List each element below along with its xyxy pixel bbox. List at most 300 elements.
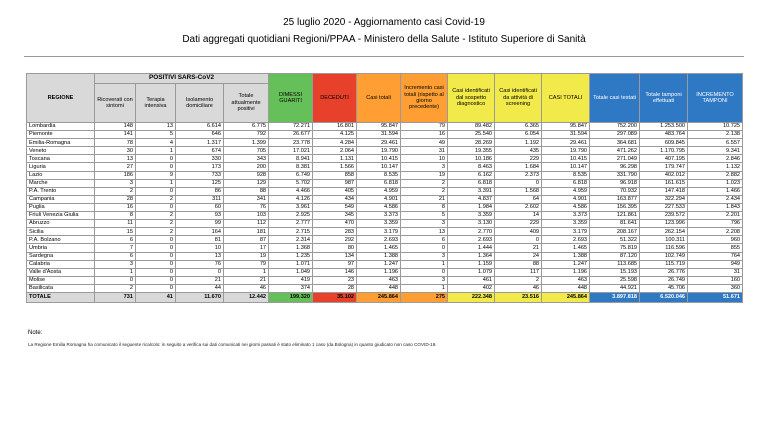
region-name-cell: Veneto	[27, 147, 95, 155]
region-name-cell: P.A. Trento	[27, 187, 95, 195]
table-cell: 2	[95, 284, 136, 292]
table-cell: 435	[495, 147, 542, 155]
table-row	[27, 195, 743, 203]
table-cell: 10.147	[357, 163, 401, 171]
table-cell: 89.482	[448, 123, 495, 131]
table-cell: 200	[224, 163, 269, 171]
table-cell: 6.614	[176, 123, 224, 131]
table-row	[27, 212, 743, 220]
col-header-casi-testati: Totale casi testati	[590, 74, 640, 123]
table-cell: 88	[495, 260, 542, 268]
table-cell: 0	[136, 284, 176, 292]
table-cell: 208.167	[590, 228, 640, 236]
region-name-cell: Liguria	[27, 163, 95, 171]
table-cell: 2.777	[269, 220, 313, 228]
col-header-terapia-intensiva: Terapia intensiva	[136, 84, 176, 123]
table-cell: 419	[269, 276, 313, 284]
table-cell: 10.147	[542, 163, 590, 171]
table-row	[27, 131, 743, 139]
table-cell: 0	[136, 268, 176, 276]
note-text: La Regione Emilia Romagna ha comunicato il seguente ricalcolo: in seguito a verifica sui dati comunicati nei giorni passati è stato eliminato 1 caso (da Bologna) in quanto giudicato non caso COVID-19.	[28, 342, 437, 347]
table-cell: 311	[176, 195, 224, 203]
table-cell: 181	[224, 228, 269, 236]
table-cell: 10.415	[357, 155, 401, 163]
table-cell: 1	[95, 268, 136, 276]
table-cell: 0	[495, 236, 542, 244]
table-cell: 97	[313, 260, 357, 268]
table-row	[27, 147, 743, 155]
table-cell: 0	[136, 276, 176, 284]
table-cell: 3.359	[542, 220, 590, 228]
table-cell: 147.418	[640, 187, 688, 195]
table-cell: 19.790	[542, 147, 590, 155]
col-header-casi-totali-2: CASI TOTALI	[542, 74, 590, 123]
table-cell: 3	[95, 260, 136, 268]
table-cell: 164	[176, 228, 224, 236]
table-cell: 448	[357, 284, 401, 292]
table-cell: 928	[224, 171, 269, 179]
totals-cell: 275	[401, 292, 448, 302]
table-cell: 1.159	[448, 260, 495, 268]
table-cell: 45.706	[640, 284, 688, 292]
table-cell: 29.461	[542, 139, 590, 147]
table-cell: 733	[176, 171, 224, 179]
table-cell: 123.996	[640, 220, 688, 228]
totals-cell: 731	[95, 292, 136, 302]
table-cell: 4.284	[313, 139, 357, 147]
region-name-cell: Lombardia	[27, 123, 95, 131]
totals-cell: 12.442	[224, 292, 269, 302]
table-cell: 239.572	[640, 212, 688, 220]
table-cell: 364.681	[590, 139, 640, 147]
table-cell: 102.749	[640, 252, 688, 260]
table-cell: 3	[401, 252, 448, 260]
table-cell: 3.961	[269, 203, 313, 211]
table-cell: 1.566	[313, 163, 357, 171]
table-cell: 79	[401, 123, 448, 131]
table-cell: 330	[176, 155, 224, 163]
table-cell: 76	[224, 203, 269, 211]
table-cell: 96.298	[590, 163, 640, 171]
table-cell: 2.201	[688, 212, 743, 220]
table-cell: 1	[401, 260, 448, 268]
table-cell: 2.846	[688, 155, 743, 163]
col-header-regione: REGIONE	[27, 74, 95, 123]
table-cell: 44	[176, 284, 224, 292]
page-subtitle: Dati aggregati quotidiani Regioni/PPAA - Ministero della Salute - Istituto Superiore di Sanità	[182, 34, 586, 45]
table-cell: 31	[688, 268, 743, 276]
covid-data-table	[26, 73, 743, 303]
totals-label-cell: TOTALE	[27, 292, 95, 302]
table-cell: 1.132	[688, 163, 743, 171]
totals-cell: 11.670	[176, 292, 224, 302]
table-cell: 10.725	[688, 123, 743, 131]
table-cell: 2.064	[313, 147, 357, 155]
table-cell: 796	[688, 220, 743, 228]
table-row	[27, 187, 743, 195]
region-name-cell: Emilia-Romagna	[27, 139, 95, 147]
table-cell: 31.594	[542, 131, 590, 139]
table-cell: 0	[136, 163, 176, 171]
table-cell: 99	[176, 220, 224, 228]
table-cell: 70.932	[590, 187, 640, 195]
table-row	[27, 260, 743, 268]
table-cell: 19.790	[357, 147, 401, 155]
table-cell: 87.120	[590, 252, 640, 260]
table-cell: 28.269	[448, 139, 495, 147]
table-cell: 2.715	[269, 228, 313, 236]
table-cell: 6.162	[448, 171, 495, 179]
table-cell: 1.196	[542, 268, 590, 276]
table-cell: 173	[176, 163, 224, 171]
table-cell: 858	[313, 171, 357, 179]
table-cell: 15.193	[590, 268, 640, 276]
table-cell: 483.764	[640, 131, 688, 139]
table-cell: 407.195	[640, 155, 688, 163]
table-cell: 1.843	[688, 203, 743, 211]
table-cell: 374	[269, 284, 313, 292]
table-cell: 3.373	[357, 212, 401, 220]
col-header-dimessi-guariti: DIMESSI GUARITI	[269, 74, 313, 123]
table-cell: 3.359	[357, 220, 401, 228]
table-cell: 25.598	[590, 276, 640, 284]
table-cell: 13	[176, 252, 224, 260]
table-cell: 30	[95, 147, 136, 155]
table-row	[27, 139, 743, 147]
table-cell: 28	[95, 195, 136, 203]
table-cell: 161.615	[640, 179, 688, 187]
table-cell: 3.130	[448, 220, 495, 228]
table-cell: 227.533	[640, 203, 688, 211]
totals-cell: 245.864	[542, 292, 590, 302]
table-cell: 987	[313, 179, 357, 187]
table-cell: 3.373	[542, 212, 590, 220]
totals-cell: 245.864	[357, 292, 401, 302]
table-cell: 4.959	[357, 187, 401, 195]
table-cell: 3.391	[448, 187, 495, 195]
table-cell: 86	[176, 187, 224, 195]
region-name-cell: Basilicata	[27, 284, 95, 292]
table-cell: 0	[495, 179, 542, 187]
table-row	[27, 244, 743, 252]
col-header-screening: Casi identificati da attività di screening	[495, 74, 542, 123]
table-cell: 1.131	[313, 155, 357, 163]
table-cell: 1	[136, 179, 176, 187]
table-cell: 0	[136, 187, 176, 195]
table-cell: 13	[95, 155, 136, 163]
table-cell: 1.253.500	[640, 123, 688, 131]
table-row	[27, 276, 743, 284]
table-cell: 549	[313, 203, 357, 211]
totals-cell: 41	[136, 292, 176, 302]
table-cell: 4.586	[357, 203, 401, 211]
table-cell: 6.775	[224, 123, 269, 131]
table-cell: 113.685	[590, 260, 640, 268]
col-header-incremento-tamponi: INCREMENTO TAMPONI	[688, 74, 743, 123]
table-cell: 1.465	[542, 244, 590, 252]
table-cell: 72.271	[269, 123, 313, 131]
table-cell: 21	[176, 276, 224, 284]
table-cell: 134	[313, 252, 357, 260]
table-cell: 1.364	[448, 252, 495, 260]
table-cell: 1.196	[357, 268, 401, 276]
table-cell: 463	[542, 276, 590, 284]
title-divider	[24, 56, 744, 57]
table-cell: 6.749	[269, 171, 313, 179]
table-cell: 297.089	[590, 131, 640, 139]
table-cell: 3.179	[357, 228, 401, 236]
table-cell: 116.596	[640, 244, 688, 252]
table-cell: 2.693	[448, 236, 495, 244]
table-cell: 16	[401, 131, 448, 139]
region-name-cell: Molise	[27, 276, 95, 284]
table-cell: 1.247	[357, 260, 401, 268]
table-cell: 141	[95, 131, 136, 139]
table-row	[27, 163, 743, 171]
table-cell: 121.861	[590, 212, 640, 220]
table-cell: 103	[224, 212, 269, 220]
table-cell: 764	[688, 252, 743, 260]
region-name-cell: Lazio	[27, 171, 95, 179]
col-header-sospetto-diagnostico: Casi identificati dal sospetto diagnostico	[448, 74, 495, 123]
table-cell: 674	[176, 147, 224, 155]
table-cell: 341	[224, 195, 269, 203]
table-cell: 4	[136, 139, 176, 147]
table-cell: 6.818	[542, 179, 590, 187]
table-cell: 646	[176, 131, 224, 139]
table-cell: 44.921	[590, 284, 640, 292]
table-cell: 855	[688, 244, 743, 252]
table-cell: 409	[495, 228, 542, 236]
region-name-cell: Valle d'Aosta	[27, 268, 95, 276]
table-cell: 1.192	[495, 139, 542, 147]
table-row	[27, 268, 743, 276]
table-cell: 17.021	[269, 147, 313, 155]
table-cell: 402.012	[640, 171, 688, 179]
table-cell: 7	[95, 244, 136, 252]
table-cell: 95.847	[357, 123, 401, 131]
table-row	[27, 171, 743, 179]
table-cell: 26.677	[269, 131, 313, 139]
table-row	[27, 179, 743, 187]
table-row	[27, 228, 743, 236]
table-cell: 8	[401, 203, 448, 211]
table-cell: 21	[495, 244, 542, 252]
table-cell: 292	[313, 236, 357, 244]
table-cell: 76	[176, 260, 224, 268]
totals-cell: 51.671	[688, 292, 743, 302]
page-title: 25 luglio 2020 - Aggiornamento casi Covid-19	[283, 17, 485, 28]
table-cell: 6	[401, 236, 448, 244]
table-cell: 471.262	[590, 147, 640, 155]
table-cell: 405	[313, 187, 357, 195]
table-cell: 19.355	[448, 147, 495, 155]
table-cell: 2.770	[448, 228, 495, 236]
table-cell: 16.801	[313, 123, 357, 131]
region-name-cell: Abruzzo	[27, 220, 95, 228]
table-cell: 705	[224, 147, 269, 155]
table-cell: 19	[401, 171, 448, 179]
table-row	[27, 284, 743, 292]
region-name-cell: Campania	[27, 195, 95, 203]
table-cell: 3	[401, 220, 448, 228]
table-row	[27, 123, 743, 131]
table-cell: 93	[176, 212, 224, 220]
table-cell: 0	[136, 203, 176, 211]
table-cell: 2.138	[688, 131, 743, 139]
table-cell: 609.845	[640, 139, 688, 147]
table-cell: 2.314	[269, 236, 313, 244]
table-cell: 81	[176, 236, 224, 244]
table-cell: 0	[136, 236, 176, 244]
table-cell: 78	[95, 139, 136, 147]
region-name-cell: Sardegna	[27, 252, 95, 260]
col-header-incremento-casi: Incremento casi totali (rispetto al giorno precedente)	[401, 74, 448, 123]
table-cell: 2.602	[495, 203, 542, 211]
region-name-cell: Toscana	[27, 155, 95, 163]
table-cell: 117	[495, 268, 542, 276]
table-cell: 8.463	[448, 163, 495, 171]
table-cell: 3	[401, 163, 448, 171]
table-cell: 81.641	[590, 220, 640, 228]
table-cell: 1.317	[176, 139, 224, 147]
table-cell: 2.882	[688, 171, 743, 179]
table-cell: 26.749	[640, 276, 688, 284]
region-name-cell: P.A. Bolzano	[27, 236, 95, 244]
table-cell: 0	[136, 244, 176, 252]
table-cell: 23	[313, 276, 357, 284]
table-cell: 4.466	[269, 187, 313, 195]
col-header-casi-totali: Casi totali	[357, 74, 401, 123]
table-cell: 6.054	[495, 131, 542, 139]
table-cell: 49	[401, 139, 448, 147]
table-cell: 2	[95, 187, 136, 195]
table-cell: 46	[495, 284, 542, 292]
table-cell: 27	[95, 163, 136, 171]
group-header-positivi: POSITIVI SARS-CoV2	[95, 74, 269, 84]
table-cell: 25.540	[448, 131, 495, 139]
table-cell: 46	[224, 284, 269, 292]
table-cell: 2.925	[269, 212, 313, 220]
table-cell: 6.818	[448, 179, 495, 187]
table-row	[27, 220, 743, 228]
table-cell: 0	[401, 244, 448, 252]
table-cell: 1.170.795	[640, 147, 688, 155]
table-cell: 331.790	[590, 171, 640, 179]
table-cell: 26.776	[640, 268, 688, 276]
table-cell: 6	[95, 236, 136, 244]
table-cell: 5	[401, 212, 448, 220]
table-cell: 28	[313, 284, 357, 292]
table-cell: 9.341	[688, 147, 743, 155]
table-cell: 95.847	[542, 123, 590, 131]
col-header-attualmente-positivi: Totale attualmente positivi	[224, 84, 269, 123]
table-cell: 4.959	[542, 187, 590, 195]
table-cell: 322.294	[640, 195, 688, 203]
table-cell: 2	[401, 187, 448, 195]
table-cell: 14	[495, 212, 542, 220]
table-cell: 1.568	[495, 187, 542, 195]
region-name-cell: Sicilia	[27, 228, 95, 236]
table-cell: 1	[224, 268, 269, 276]
table-cell: 96.918	[590, 179, 640, 187]
table-cell: 10	[176, 244, 224, 252]
table-cell: 4.901	[542, 195, 590, 203]
table-cell: 64	[495, 195, 542, 203]
totals-cell: 35.102	[313, 292, 357, 302]
table-cell: 0	[136, 252, 176, 260]
table-cell: 229	[495, 155, 542, 163]
table-cell: 21	[401, 195, 448, 203]
table-cell: 752.200	[590, 123, 640, 131]
region-name-cell: Marche	[27, 179, 95, 187]
table-cell: 0	[136, 260, 176, 268]
table-cell: 1.465	[357, 244, 401, 252]
table-cell: 402	[448, 284, 495, 292]
table-cell: 8.381	[269, 163, 313, 171]
col-header-isolamento: Isolamento domiciliare	[176, 84, 224, 123]
col-header-ricoverati: Ricoverati con sintomi	[95, 84, 136, 123]
totals-cell: 222.348	[448, 292, 495, 302]
table-cell: 115.719	[640, 260, 688, 268]
table-cell: 179.747	[640, 163, 688, 171]
region-name-cell: Friuli Venezia Giulia	[27, 212, 95, 220]
region-name-cell: Umbria	[27, 244, 95, 252]
table-cell: 8.535	[542, 171, 590, 179]
table-cell: 960	[688, 236, 743, 244]
table-row	[27, 236, 743, 244]
table-cell: 1.368	[269, 244, 313, 252]
table-cell: 100.311	[640, 236, 688, 244]
table-cell: 4.126	[269, 195, 313, 203]
table-cell: 31	[401, 147, 448, 155]
table-cell: 949	[688, 260, 743, 268]
table-cell: 1.984	[448, 203, 495, 211]
table-cell: 10	[401, 155, 448, 163]
table-cell: 88	[224, 187, 269, 195]
table-cell: 1.388	[357, 252, 401, 260]
table-cell: 80	[313, 244, 357, 252]
table-cell: 4.901	[357, 195, 401, 203]
table-cell: 60	[176, 203, 224, 211]
table-cell: 148	[95, 123, 136, 131]
table-cell: 51.322	[590, 236, 640, 244]
table-cell: 1.023	[688, 179, 743, 187]
table-cell: 87	[224, 236, 269, 244]
region-name-cell: Piemonte	[27, 131, 95, 139]
table-cell: 156.395	[590, 203, 640, 211]
table-cell: 262.154	[640, 228, 688, 236]
table-cell: 16	[95, 203, 136, 211]
table-cell: 0	[95, 276, 136, 284]
table-cell: 3.179	[542, 228, 590, 236]
table-row	[27, 155, 743, 163]
table-cell: 11	[95, 220, 136, 228]
table-cell: 79	[224, 260, 269, 268]
table-cell: 10.415	[542, 155, 590, 163]
table-cell: 1.466	[688, 187, 743, 195]
table-cell: 6.365	[495, 123, 542, 131]
table-cell: 2.434	[688, 195, 743, 203]
totals-row	[27, 292, 743, 302]
table-cell: 31.594	[357, 131, 401, 139]
table-cell: 1.684	[495, 163, 542, 171]
table-cell: 75.819	[590, 244, 640, 252]
table-cell: 1.399	[224, 139, 269, 147]
table-cell: 271.049	[590, 155, 640, 163]
table-cell: 461	[448, 276, 495, 284]
totals-cell: 199.320	[269, 292, 313, 302]
